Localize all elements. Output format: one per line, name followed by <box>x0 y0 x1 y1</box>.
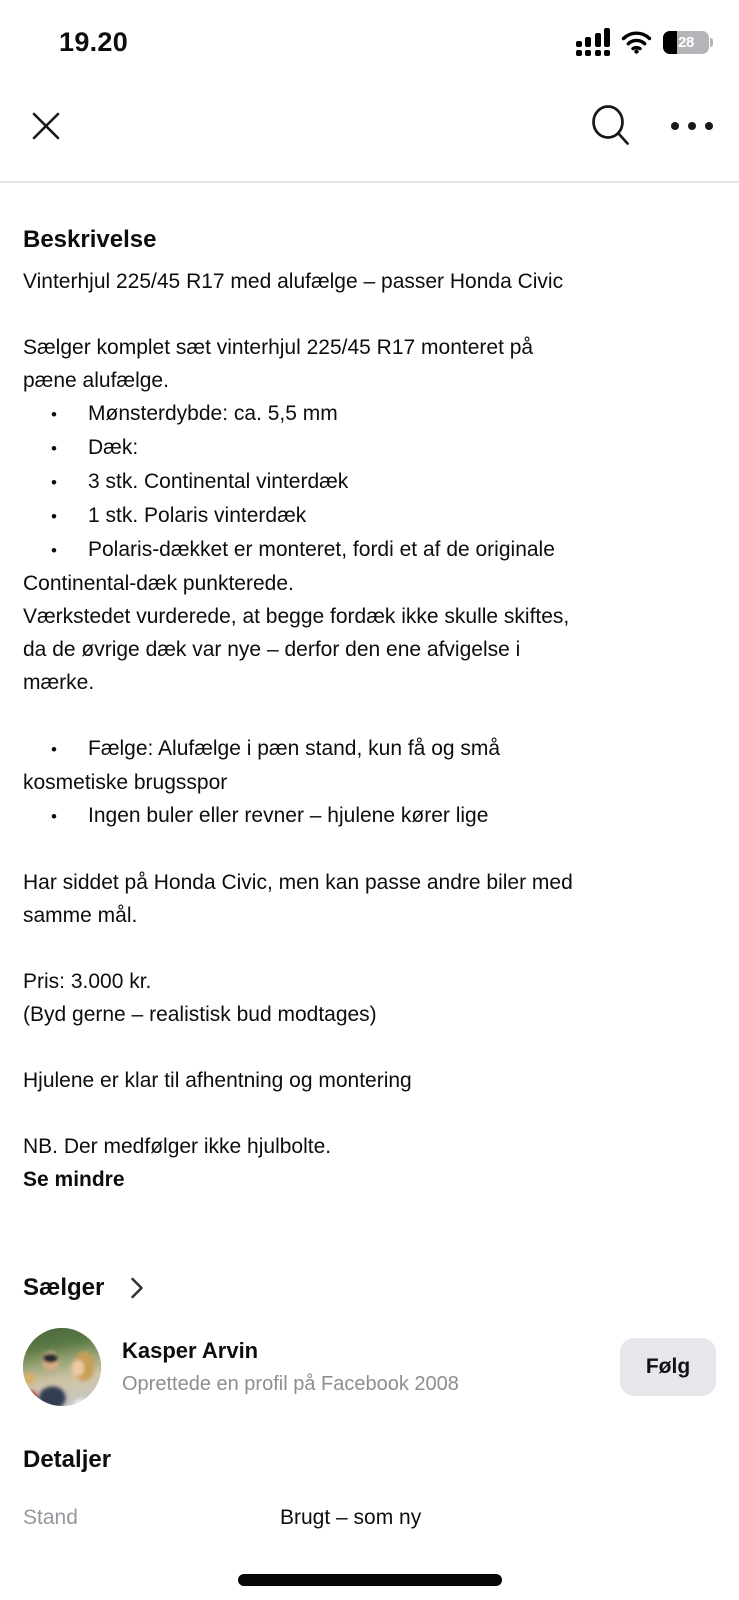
description-line: Continental-dæk punkterede. <box>23 572 294 595</box>
seller-heading: Sælger <box>23 1274 105 1301</box>
close-button[interactable] <box>26 106 66 146</box>
description-heading: Beskrivelse <box>23 226 157 253</box>
bullet-point: • <box>51 507 57 526</box>
see-less-toggle[interactable]: Se mindre <box>23 1168 125 1191</box>
description-line <box>23 1031 716 1064</box>
seller-profile-row <box>23 1328 716 1406</box>
description-line: Hjulene er klar til afhentning og montering <box>23 1069 412 1092</box>
details-row <box>23 1504 716 1531</box>
description-line: NB. Der medfølger ikke hjulbolte. <box>23 1135 332 1158</box>
description-line: mærke. <box>23 671 95 694</box>
bullet-point: • <box>51 439 57 458</box>
seller-name: Kasper Arvin <box>122 1338 259 1363</box>
seller-subtitle: Oprettede en profil på Facebook 2008 <box>122 1373 459 1395</box>
details-row-value: Brugt – som ny <box>280 1506 422 1529</box>
search-icon <box>589 104 633 148</box>
description-line: samme mål. <box>23 904 138 927</box>
description-line: kosmetiske brugsspor <box>23 771 228 794</box>
description-line: • 1 stk. Polaris vinterdæk <box>23 499 716 533</box>
seller-section-link[interactable] <box>23 1274 716 1302</box>
bullet-point: • <box>51 807 57 826</box>
status-icons <box>576 29 714 56</box>
description-line: • 3 stk. Continental vinterdæk <box>23 465 716 499</box>
description-line: Værkstedet vurderede, at begge fordæk ikke skulle skiftes, <box>23 605 570 628</box>
seller-info[interactable] <box>122 1337 620 1397</box>
wifi-icon <box>621 31 652 54</box>
details-section <box>23 1446 716 1531</box>
description-line: Har siddet på Honda Civic, men kan passe andre biler med <box>23 871 573 894</box>
description-line: (Byd gerne – realistisk bud modtages) <box>23 1003 377 1026</box>
bullet-point: • <box>51 740 57 759</box>
description-line: Vinterhjul 225/45 R17 med alufælge – passer Honda Civic <box>23 270 564 293</box>
battery-percent: 28 <box>678 33 694 51</box>
description-text <box>23 265 716 1163</box>
listing-content <box>0 225 739 1531</box>
description-line <box>23 298 716 331</box>
description-line: • Ingen buler eller revner – hjulene kører lige <box>23 799 716 833</box>
description-line <box>23 833 716 866</box>
description-line: pæne alufælge. <box>23 369 169 392</box>
details-heading: Detaljer <box>23 1446 112 1473</box>
seller-avatar[interactable] <box>23 1328 101 1406</box>
description-line: Pris: 3.000 kr. <box>23 970 152 993</box>
description-line <box>23 699 716 732</box>
more-options-icon <box>669 120 715 132</box>
description-line: • Fælge: Alufælge i pæn stand, kun få og små <box>23 732 716 766</box>
bullet-point: • <box>51 405 57 424</box>
description-line <box>23 932 716 965</box>
description-line: Sælger komplet sæt vinterhjul 225/45 R17 monteret på <box>23 336 534 359</box>
description-line: • Dæk: <box>23 431 716 465</box>
details-row-label: Stand <box>23 1506 78 1529</box>
description-line: • Mønsterdybde: ca. 5,5 mm <box>23 397 716 431</box>
description-line <box>23 1097 716 1130</box>
battery-icon <box>663 31 713 54</box>
cellular-signal-icon <box>576 29 611 56</box>
status-bar <box>0 0 739 70</box>
seller-section <box>23 1274 716 1406</box>
search-button[interactable] <box>589 104 633 148</box>
follow-button[interactable]: Følg <box>620 1338 716 1396</box>
seller-avatar-photo <box>23 1328 101 1406</box>
details-table <box>23 1504 716 1531</box>
description-line: • Polaris-dækket er monteret, fordi et af de originale <box>23 533 716 567</box>
bullet-point: • <box>51 473 57 492</box>
bullet-point: • <box>51 541 57 560</box>
description-line: da de øvrige dæk var nye – derfor den ene afvigelse i <box>23 638 521 661</box>
chevron-right-icon <box>130 1276 144 1300</box>
more-options-button[interactable] <box>669 120 715 132</box>
close-icon <box>26 106 66 146</box>
clock: 19.20 <box>59 26 129 57</box>
home-indicator[interactable] <box>238 1574 502 1586</box>
top-nav-bar <box>0 70 739 183</box>
